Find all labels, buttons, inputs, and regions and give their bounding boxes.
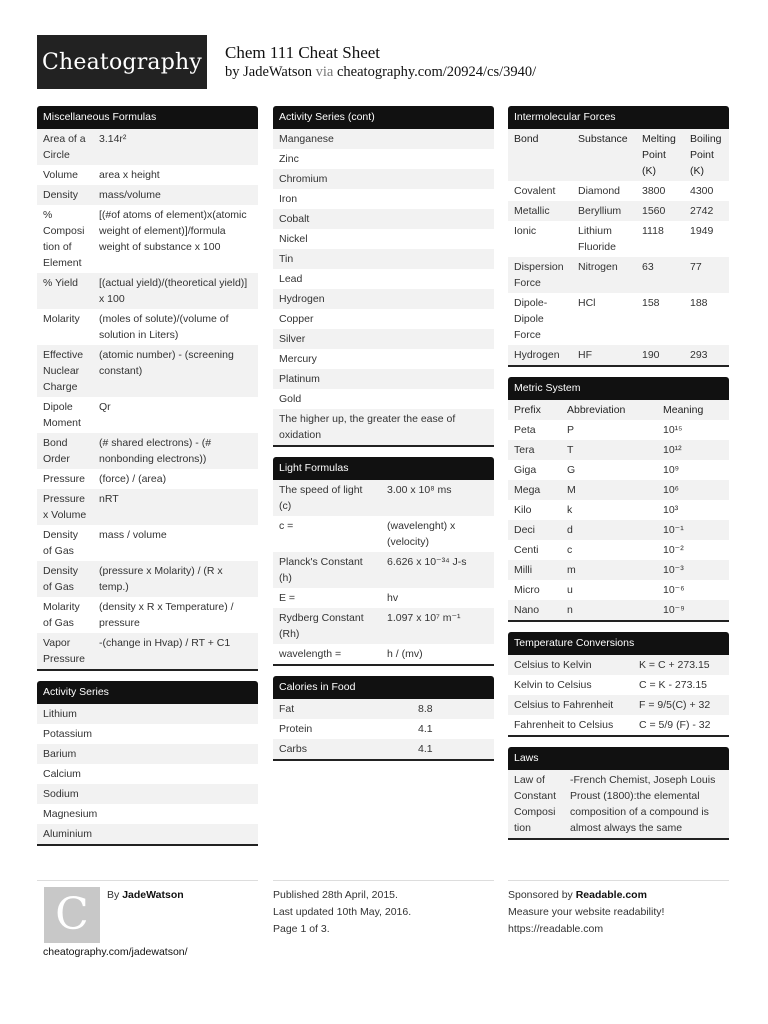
table-row: [37, 724, 258, 744]
table-cell: 4300: [690, 185, 714, 197]
footer-dates: [273, 880, 494, 938]
table-row: [273, 349, 494, 369]
table-row: [508, 181, 729, 201]
page-footer: [37, 880, 737, 960]
column-header: Boiling Point (K): [690, 133, 722, 177]
table-row: [37, 744, 258, 764]
table-cell: Metallic: [514, 205, 550, 217]
table-row: [273, 169, 494, 189]
table-cell: Silver: [279, 333, 306, 345]
table-cell: Iron: [279, 193, 298, 205]
section-misc-formulas: [37, 106, 258, 671]
table-row: [508, 560, 729, 580]
table-cell: Potassium: [43, 728, 93, 740]
sponsor-link[interactable]: Readable.com: [575, 889, 647, 901]
table-row: [37, 704, 258, 724]
table-row: [508, 420, 729, 440]
table-cell: 10⁻⁹: [663, 604, 685, 616]
table-row: [508, 655, 729, 675]
table-row: [273, 480, 494, 516]
table-row: [37, 165, 258, 185]
table-cell: HCl: [578, 297, 596, 309]
page-number: Page 1 of 3.: [273, 923, 330, 935]
by-label: by: [225, 64, 240, 80]
table-cell: Peta: [514, 424, 536, 436]
table-cell: (wavelenght) x (velocity): [387, 520, 456, 548]
table-row: [273, 644, 494, 664]
table-row: [273, 516, 494, 552]
table-cell: 4.1: [418, 743, 433, 755]
section-intermolecular-forces: [508, 106, 729, 367]
table-cell: Lead: [279, 273, 303, 285]
activity-series-list: [37, 704, 258, 844]
section-calories: [273, 676, 494, 761]
table-cell: Vapor Pressure: [43, 637, 86, 665]
table-cell: Chromium: [279, 173, 328, 185]
table-row: [37, 784, 258, 804]
table-cell: 1118: [642, 225, 664, 237]
table-cell: Platinum: [279, 373, 320, 385]
section-metric-system: [508, 377, 729, 622]
table-cell: 3.00 x 10⁸ ms: [387, 484, 452, 496]
table-row: [508, 600, 729, 620]
table-row: [37, 309, 258, 345]
footer-author-link[interactable]: JadeWatson: [122, 889, 184, 901]
table-row: [37, 561, 258, 597]
section-light-formulas: [273, 457, 494, 666]
table-cell: 2742: [690, 205, 714, 217]
table-cell: Kilo: [514, 504, 532, 516]
table-cell: Nickel: [279, 233, 308, 245]
table-row: [37, 345, 258, 397]
table-cell: Deci: [514, 524, 536, 536]
laws-table: [508, 770, 729, 838]
table-cell: wavelength =: [279, 648, 342, 660]
table-row: [273, 699, 494, 719]
table-cell: Pressure: [43, 473, 86, 485]
table-row: [37, 633, 258, 669]
table-cell: HF: [578, 349, 592, 361]
page-header: [37, 35, 737, 89]
table-cell: Beryllium: [578, 205, 622, 217]
table-cell: M: [567, 484, 576, 496]
table-cell: 158: [642, 297, 660, 309]
table-cell: Dipole-Dipole Force: [514, 297, 548, 341]
table-cell: Pressure x Volume: [43, 493, 87, 521]
table-cell: Micro: [514, 584, 540, 596]
table-cell: m: [567, 564, 576, 576]
table-cell: -French Chemist, Joseph Louis Proust (1800):the elemental composition of a compound is almost always the same: [570, 774, 716, 834]
table-cell: Mega: [514, 484, 541, 496]
activity-note: The higher up, the greater the ease of oxidation: [273, 409, 494, 445]
table-cell: Area of a Circle: [43, 133, 86, 161]
table-cell: 10⁻²: [663, 544, 684, 556]
table-row: [37, 525, 258, 561]
table-cell: Law of Constant Composition: [514, 774, 557, 834]
table-cell: Magnesium: [43, 808, 98, 820]
table-cell: 293: [690, 349, 708, 361]
table-row: [273, 289, 494, 309]
table-cell: Carbs: [279, 743, 308, 755]
table-cell: (# shared electrons) - (# nonbonding electrons)): [99, 437, 212, 465]
table-cell: Density of Gas: [43, 565, 79, 593]
table-cell: Celsius to Kelvin: [514, 659, 592, 671]
table-row: [37, 273, 258, 309]
published-date: Published 28th April, 2015.: [273, 889, 398, 901]
table-cell: Calcium: [43, 768, 81, 780]
table-cell: Dipole Moment: [43, 401, 81, 429]
table-row: [37, 804, 258, 824]
footer-author: [37, 880, 258, 960]
column-2: [273, 106, 494, 771]
table-cell: Protein: [279, 723, 313, 735]
table-cell: C = K - 273.15: [639, 679, 707, 691]
table-cell: Volume: [43, 169, 79, 181]
table-cell: 188: [690, 297, 708, 309]
section-title: Temperature Conversions: [508, 632, 729, 655]
table-cell: Effective Nuclear Charge: [43, 349, 84, 393]
table-cell: % Yield: [43, 277, 79, 289]
table-cell: d: [567, 524, 573, 536]
table-cell: 6.626 x 10⁻³⁴ J-s: [387, 556, 467, 568]
table-cell: Barium: [43, 748, 77, 760]
table-cell: Manganese: [279, 133, 334, 145]
table-row: [37, 824, 258, 844]
section-activity-series: [37, 681, 258, 846]
table-cell: 10⁻¹: [663, 524, 684, 536]
section-title: Light Formulas: [273, 457, 494, 480]
temperature-table: [508, 655, 729, 735]
column-3: [508, 106, 729, 850]
activity-series-cont-list: [273, 129, 494, 409]
table-cell: [(actual yield)/(theoretical yield)] x 100: [99, 277, 248, 305]
table-row: [273, 249, 494, 269]
table-row: [508, 345, 729, 365]
cheatography-logo[interactable]: Cheatography: [37, 35, 207, 89]
table-cell: u: [567, 584, 573, 596]
table-cell: 10⁶: [663, 484, 680, 496]
column-header: Abbreviation: [567, 404, 626, 416]
table-cell: mass/volume: [99, 189, 161, 201]
table-row: [508, 480, 729, 500]
table-header-row: [508, 129, 729, 181]
column-header: Prefix: [514, 404, 541, 416]
table-cell: Cobalt: [279, 213, 310, 225]
table-row: [273, 129, 494, 149]
table-cell: Zinc: [279, 153, 299, 165]
table-cell: Celsius to Fahrenheit: [514, 699, 614, 711]
table-cell: 10⁻⁶: [663, 584, 685, 596]
table-row: [508, 675, 729, 695]
section-title: Intermolecular Forces: [508, 106, 729, 129]
section-title: Activity Series: [37, 681, 258, 704]
table-row: [37, 129, 258, 165]
table-cell: The speed of light (c): [279, 484, 363, 512]
table-cell: P: [567, 424, 575, 436]
table-cell: Bond Order: [43, 437, 70, 465]
table-cell: Kelvin to Celsius: [514, 679, 592, 691]
updated-date: Last updated 10th May, 2016.: [273, 906, 412, 918]
sponsor-line: [508, 887, 729, 904]
table-cell: [(#of atoms of element)x(atomic weight of element)]/formula weight of substance x 100: [99, 209, 247, 253]
section-title: Activity Series (cont): [273, 106, 494, 129]
column-1: [37, 106, 258, 856]
section-laws: [508, 747, 729, 840]
table-row: [508, 540, 729, 560]
table-row: [508, 695, 729, 715]
table-cell: 10³: [663, 504, 679, 516]
table-cell: c: [567, 544, 573, 556]
sponsor-tagline: Measure your website readability!: [508, 906, 665, 918]
table-cell: (density x R x Temperature) / pressure: [99, 601, 234, 629]
table-cell: Covalent: [514, 185, 556, 197]
table-header-row: [508, 400, 729, 420]
table-row: [273, 608, 494, 644]
table-cell: 4.1: [418, 723, 433, 735]
column-header: Meaning: [663, 404, 704, 416]
table-cell: Ionic: [514, 225, 537, 237]
table-cell: (force) / (area): [99, 473, 167, 485]
table-cell: Density: [43, 189, 79, 201]
table-row: [508, 580, 729, 600]
table-cell: nRT: [99, 493, 119, 505]
table-row: [37, 433, 258, 469]
table-cell: Sodium: [43, 788, 79, 800]
table-row: [273, 269, 494, 289]
table-row: [37, 597, 258, 633]
table-row: [508, 257, 729, 293]
table-cell: (atomic number) - (screening constant): [99, 349, 234, 377]
table-cell: Gold: [279, 393, 302, 405]
table-row: [508, 715, 729, 735]
table-cell: 77: [690, 261, 702, 273]
table-row: [37, 489, 258, 525]
table-cell: Dispersion Force: [514, 261, 564, 289]
table-cell: 63: [642, 261, 654, 273]
author-profile-link[interactable]: cheatography.com/jadewatson/: [43, 946, 188, 958]
table-cell: G: [567, 464, 576, 476]
author-link[interactable]: JadeWatson: [243, 64, 313, 80]
table-cell: Density of Gas: [43, 529, 79, 557]
section-title: Metric System: [508, 377, 729, 400]
table-row: [508, 440, 729, 460]
column-header: Melting Point (K): [642, 133, 676, 177]
sponsor-url-link[interactable]: https://readable.com: [508, 923, 604, 935]
table-cell: hv: [387, 592, 399, 604]
table-cell: Nitrogen: [578, 261, 618, 273]
table-row: [37, 397, 258, 433]
table-cell: % Composition of Element: [43, 209, 85, 269]
table-cell: 190: [642, 349, 660, 361]
table-cell: Tera: [514, 444, 535, 456]
table-cell: Molarity of Gas: [43, 601, 80, 629]
table-cell: 3.14r²: [99, 133, 127, 145]
table-cell: Mercury: [279, 353, 317, 365]
sheet-url-link[interactable]: cheatography.com/20924/cs/3940/: [337, 64, 537, 80]
table-cell: 8.8: [418, 703, 433, 715]
table-cell: -(change in Hvap) / RT + C1: [99, 637, 231, 649]
table-row: [273, 329, 494, 349]
table-cell: Giga: [514, 464, 537, 476]
table-cell: Nano: [514, 604, 540, 616]
misc-formulas-table: [37, 129, 258, 669]
table-row: [508, 520, 729, 540]
table-row: [273, 309, 494, 329]
table-row: [508, 201, 729, 221]
table-cell: K = C + 273.15: [639, 659, 710, 671]
via-label: via: [315, 64, 334, 80]
column-header: Bond: [514, 133, 539, 145]
table-cell: Fat: [279, 703, 295, 715]
table-cell: E =: [279, 592, 296, 604]
table-row: [508, 460, 729, 480]
table-cell: Diamond: [578, 185, 621, 197]
table-row: [37, 185, 258, 205]
table-cell: Fahrenheit to Celsius: [514, 719, 614, 731]
table-row: [37, 205, 258, 273]
table-cell: Lithium: [43, 708, 77, 720]
page-subtitle: [225, 64, 536, 81]
table-row: [508, 293, 729, 345]
section-title: Calories in Food: [273, 676, 494, 699]
table-row: [273, 389, 494, 409]
footer-sponsor: [508, 880, 729, 938]
table-cell: h / (mv): [387, 648, 423, 660]
section-activity-series-cont: [273, 106, 494, 447]
metric-table: [508, 400, 729, 620]
table-cell: Lithium Fluoride: [578, 225, 616, 253]
table-row: [273, 229, 494, 249]
table-cell: mass / volume: [99, 529, 167, 541]
table-cell: 1949: [690, 225, 714, 237]
table-cell: (moles of solute)/(volume of solution in Liters): [99, 313, 229, 341]
table-cell: 1.097 x 10⁷ m⁻¹: [387, 612, 461, 624]
section-title: Laws: [508, 747, 729, 770]
table-cell: Aluminium: [43, 828, 93, 840]
column-header: Substance: [578, 133, 628, 145]
table-cell: Molarity: [43, 313, 80, 325]
table-cell: 1560: [642, 205, 666, 217]
table-cell: c =: [279, 520, 294, 532]
sponsored-label: Sponsored by: [508, 889, 573, 901]
table-row: [508, 221, 729, 257]
table-cell: F = 9/5(C) + 32: [639, 699, 711, 711]
light-formulas-table: [273, 480, 494, 664]
table-cell: Rydberg Constant (Rh): [279, 612, 364, 640]
section-title: Miscellaneous Formulas: [37, 106, 258, 129]
table-cell: n: [567, 604, 573, 616]
table-row: [508, 770, 729, 838]
table-row: [273, 189, 494, 209]
table-cell: 10¹²: [663, 444, 682, 456]
table-cell: T: [567, 444, 574, 456]
table-row: [273, 739, 494, 759]
table-row: [508, 500, 729, 520]
table-row: [273, 719, 494, 739]
footer-by: [107, 887, 184, 904]
table-cell: Centi: [514, 544, 539, 556]
table-row: [273, 149, 494, 169]
table-row: [37, 469, 258, 489]
table-row: [273, 588, 494, 608]
calories-table: [273, 699, 494, 759]
table-row: [37, 764, 258, 784]
table-cell: 10¹⁵: [663, 424, 683, 436]
table-cell: Planck's Constant (h): [279, 556, 363, 584]
section-temperature: [508, 632, 729, 737]
table-cell: Milli: [514, 564, 533, 576]
table-cell: Hydrogen: [514, 349, 560, 361]
table-cell: (pressure x Molarity) / (R x temp.): [99, 565, 223, 593]
by-label: By: [107, 889, 120, 901]
page-title: Chem 111 Cheat Sheet: [225, 43, 381, 62]
table-cell: 10⁹: [663, 464, 680, 476]
table-row: [273, 552, 494, 588]
table-cell: Copper: [279, 313, 314, 325]
table-cell: area x height: [99, 169, 160, 181]
table-cell: 10⁻³: [663, 564, 684, 576]
table-row: [273, 369, 494, 389]
table-cell: Hydrogen: [279, 293, 325, 305]
table-cell: Tin: [279, 253, 294, 265]
table-cell: Qr: [99, 401, 111, 413]
table-cell: C = 5/9 (F) - 32: [639, 719, 711, 731]
table-cell: k: [567, 504, 573, 516]
table-row: [273, 209, 494, 229]
table-cell: 3800: [642, 185, 666, 197]
author-avatar[interactable]: C: [44, 887, 100, 943]
intermolecular-table: [508, 129, 729, 365]
